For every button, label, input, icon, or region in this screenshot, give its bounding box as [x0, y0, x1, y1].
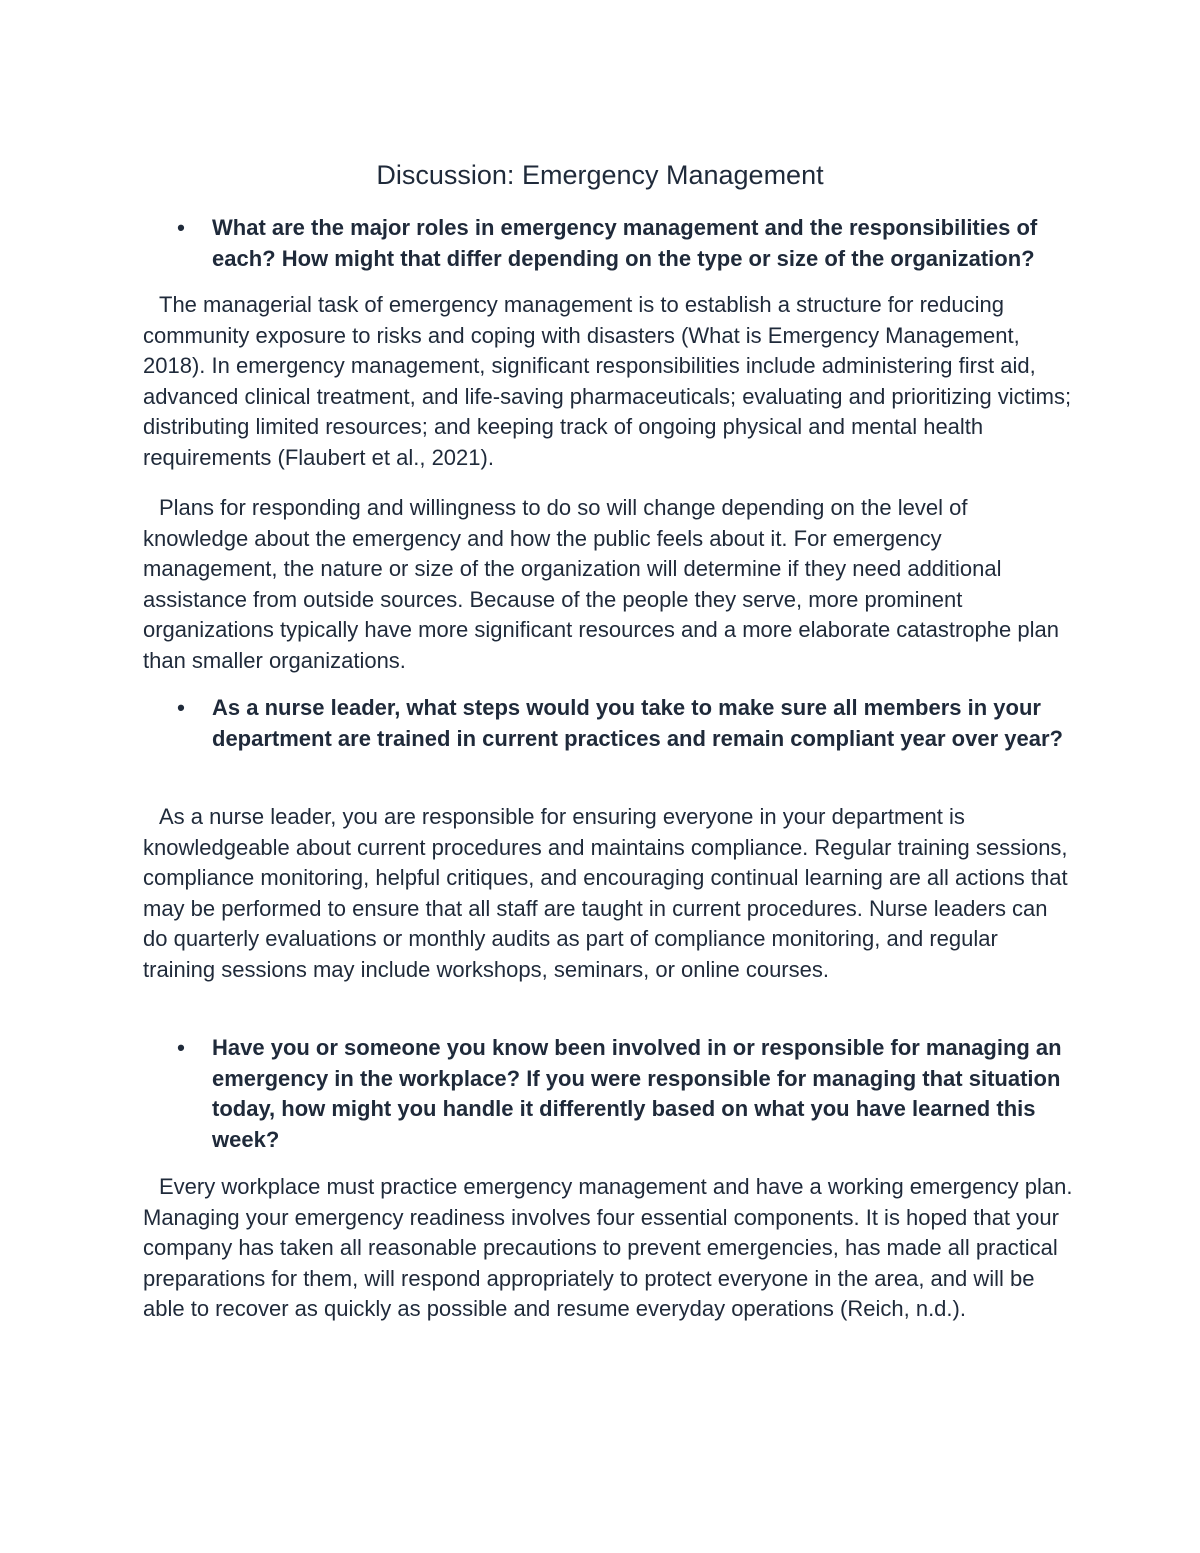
page-title: Discussion: Emergency Management [376, 160, 824, 190]
answer-3: Every workplace must practice emergency management and have a working emergency plan. Managing your emergency readiness involves four essential components. It is hoped that your company has taken all reasonable precautions to prevent emergencies, has made all practical preparations for them, will respond appropriately to protect everyone in the area, and will be able to recover as quickly as possible and resume everyday operations (Reich, n.d.). [143, 1174, 1073, 1321]
question-1 [177, 213, 1082, 274]
question-2-text: As a nurse leader, what steps would you take to make sure all members in your department are trained in current practices and remain compliant year over year? [212, 695, 1063, 751]
bullet-icon: • [177, 215, 185, 240]
question-2 [177, 693, 1082, 754]
bullet-icon: • [177, 695, 185, 720]
question-3 [177, 1033, 1082, 1155]
answer-2: As a nurse leader, you are responsible for ensuring everyone in your department is knowledgeable about current procedures and maintains compliance. Regular training sessions, compliance monitoring, helpful critiques, and encouraging continual learning are all actions that may be performed to ensure that all staff are taught in current procedures. Nurse leaders can do quarterly evaluations or monthly audits as part of compliance monitoring, and regular training sessions may include workshops, seminars, or online courses. [143, 804, 1068, 982]
answer-1b: Plans for responding and willingness to do so will change depending on the level of knowledge about the emergency and how the public feels about it. For emergency management, the nature or size of the organization will determine if they need additional assistance from outside sources. Because of the people they serve, more prominent organizations typically have more significant resources and a more elaborate catastrophe plan than smaller organizations. [143, 495, 1059, 673]
question-3-text: Have you or someone you know been involved in or responsible for managing an emergency in the workplace? If you were responsible for managing that situation today, how might you handle it differently based on what you have learned this week? [212, 1035, 1062, 1152]
answer-1a: The managerial task of emergency management is to establish a structure for reducing community exposure to risks and coping with disasters (What is Emergency Management, 2018). In emergency management, significant responsibilities include administering first aid, advanced clinical treatment, and life-saving pharmaceuticals; evaluating and prioritizing victims; distributing limited resources; and keeping track of ongoing physical and mental health requirements (Flaubert et al., 2021). [143, 292, 1072, 470]
question-1-text: What are the major roles in emergency management and the responsibilities of each? How might that differ depending on the type or size of the organization? [212, 215, 1038, 271]
bullet-icon: • [177, 1035, 185, 1060]
